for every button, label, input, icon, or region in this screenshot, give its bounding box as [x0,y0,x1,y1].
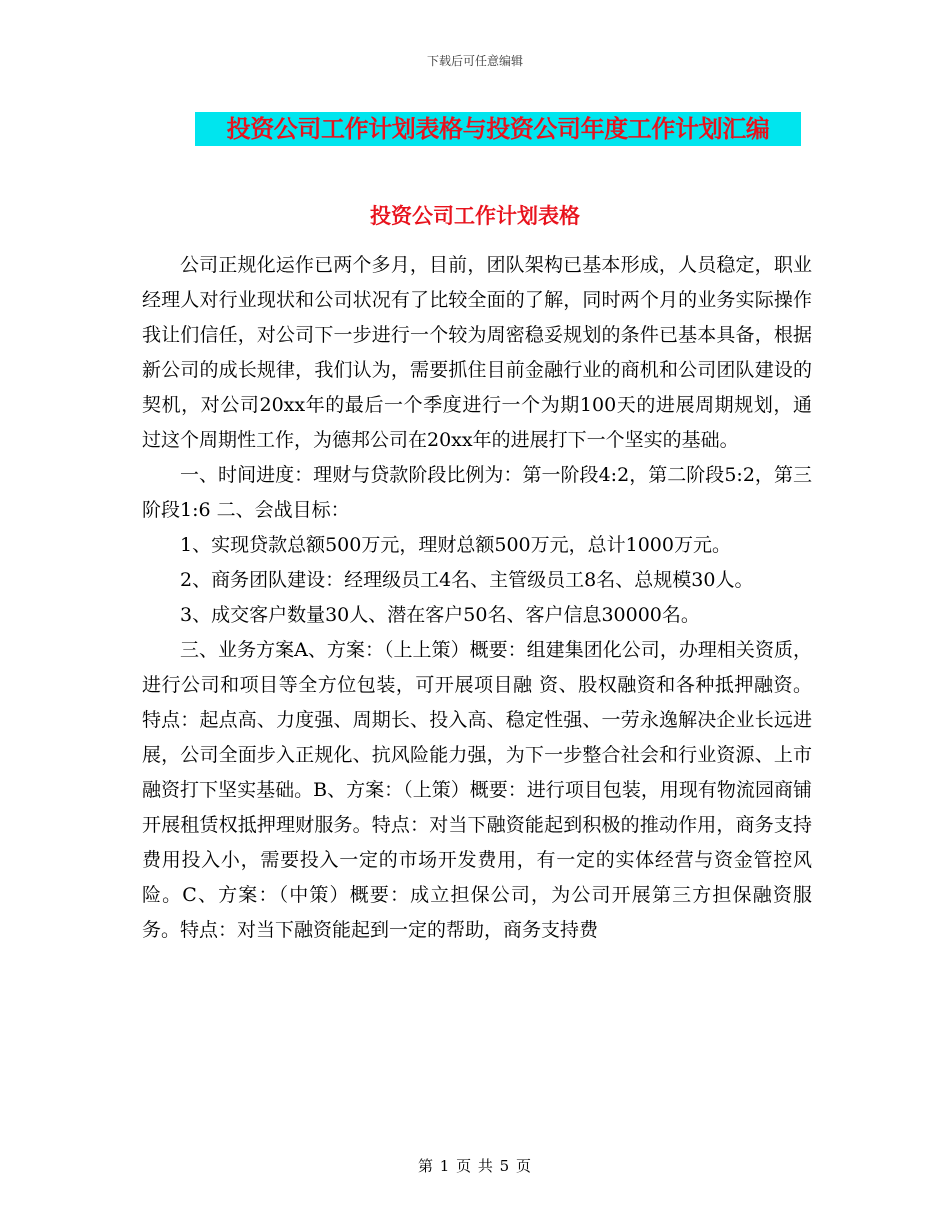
paragraph-intro: 公司正规化运作已两个多月，目前，团队架构已基本形成，人员稳定，职业经理人对行业现状和公司状况有了比较全面的了解，同时两个月的业务实际操作我让们信任，对公司下一步进行一个较为周密稳妥规划的条件已基本具备，根据新公司的成长规律，我们认为，需要抓住目前金融行业的商机和公司团队建设的契机，对公司20xx年的最后一个季度进行一个为期100天的进展周期规划，通过这个周期性工作，为德邦公司在20xx年的进展打下一个坚实的基础。 [142,254,812,451]
body-text [142,248,812,948]
paragraph-goal-3: 3、成交客户数量30人、潜在客户50名、客户信息30000名。 [180,604,700,626]
paragraph-goal-2: 2、商务团队建设：经理级员工4名、主管级员工8名、总规模30人。 [180,569,754,591]
paragraph-business-plan: 三、业务方案A、方案：（上上策）概要：组建集团化公司，办理相关资质，进行公司和项目等全方位包装，可开展项目融 资、股权融资和各种抵押融资。特点：起点高、力度强、周期长、投入高、稳定性强、一劳永逸解决企业长远进展，公司全面步入正规化、抗风险能力强，为下一步整合社会和行业资源、上市融资打下坚实基础。B、方案：（上策）概要：进行项目包装，用现有物流园商铺开展租赁权抵押理财服务。特点：对当下融资能起到积极的推动作用，商务支持费用投入小，需要投入一定的市场开发费用，有一定的实体经营与资金管控风险。C、方案：（中策）概要：成立担保公司，为公司开展第三方担保融资服务。特点：对当下融资能起到一定的帮助，商务支持费 [142,639,812,941]
page-footer: 第 1 页 共 5 页 [418,1157,532,1175]
header-note: 下载后可任意编辑 [426,54,523,68]
paragraph-schedule: 一、时间进度：理财与贷款阶段比例为：第一阶段4:2，第二阶段5:2，第三阶段1:6 二、会战目标： [142,464,812,521]
main-title-highlight [195,112,801,146]
main-title: 投资公司工作计划表格与投资公司年度工作计划汇编 [226,114,770,143]
paragraph-goal-1: 1、实现贷款总额500万元，理财总额500万元，总计1000万元。 [180,534,731,556]
section-title: 投资公司工作计划表格 [370,203,580,228]
